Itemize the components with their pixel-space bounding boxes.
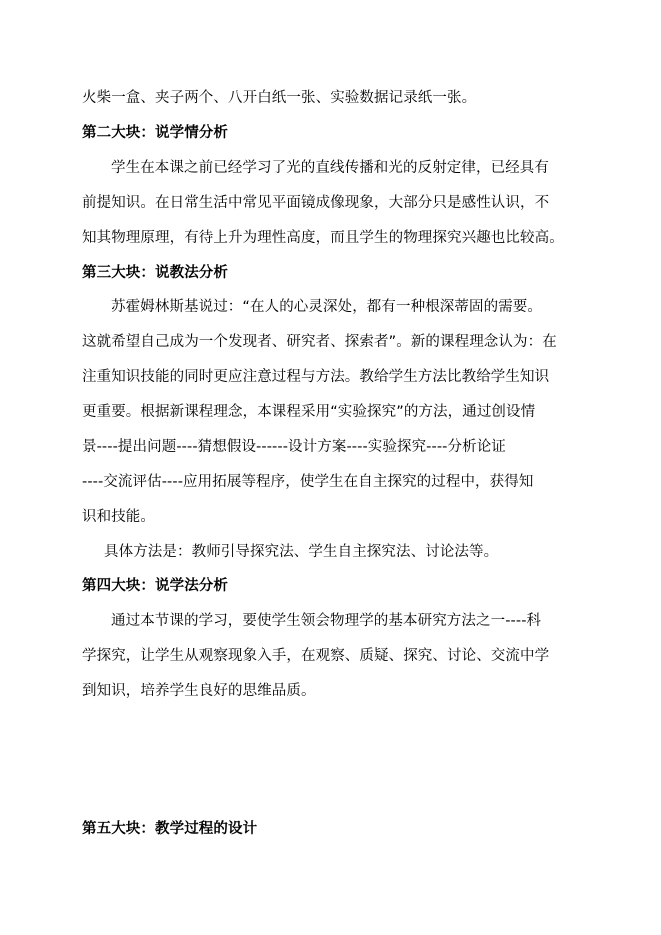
paragraph-line: 学生在本课之前已经学习了光的直线传播和光的反射定律，已经具有	[111, 160, 549, 176]
paragraph-line: 到知识，培养学生良好的思维品质。	[82, 683, 316, 699]
section-heading-5: 第五大块：教学过程的设计	[82, 821, 258, 837]
paragraph-line: 具体方法是：教师引导探究法、学生自主探究法、讨论法等。	[104, 544, 499, 560]
paragraph-line: 苏霍姆林斯基说过：“在人的心灵深处，都有一种根深蒂固的需要。	[111, 299, 543, 315]
paragraph-line: 识和技能。	[82, 509, 155, 525]
paragraph-line: 景----提出问题----猜想假设------设计方案----实验探究----分析论证	[82, 439, 506, 455]
paragraph-line: 前提知识。在日常生活中常见平面镜成像现象，大部分只是感性认识，不	[82, 195, 550, 211]
paragraph-line: 注重知识技能的同时更应注意过程与方法。教给学生方法比教给学生知识	[82, 369, 550, 385]
paragraph-line: 这就希望自己成为一个发现者、研究者、探索者”。新的课程理念认为：在	[82, 334, 557, 350]
materials-line: 火柴一盒、夹子两个、八开白纸一张、实验数据记录纸一张。	[82, 90, 477, 106]
paragraph-line: 知其物理原理，有待上升为理性高度，而且学生的物理探究兴趣也比较高。	[82, 230, 564, 246]
paragraph-line: 通过本节课的学习，要使学生领会物理学的基本研究方法之一----科	[111, 613, 542, 629]
section-heading-2: 第二大块：说学情分析	[82, 125, 228, 141]
paragraph-line: 学探究，让学生从观察现象入手，在观察、质疑、探究、讨论、交流中学	[82, 648, 550, 664]
section-heading-3: 第三大块：说教法分析	[82, 265, 228, 281]
paragraph-line: 更重要。根据新课程理念，本课程采用“实验探究”的方法，通过创设情	[82, 404, 536, 420]
section-heading-4: 第四大块：说学法分析	[82, 578, 228, 594]
paragraph-line: ----交流评估----应用拓展等程序，使学生在自主探究的过程中，获得知	[82, 474, 534, 490]
